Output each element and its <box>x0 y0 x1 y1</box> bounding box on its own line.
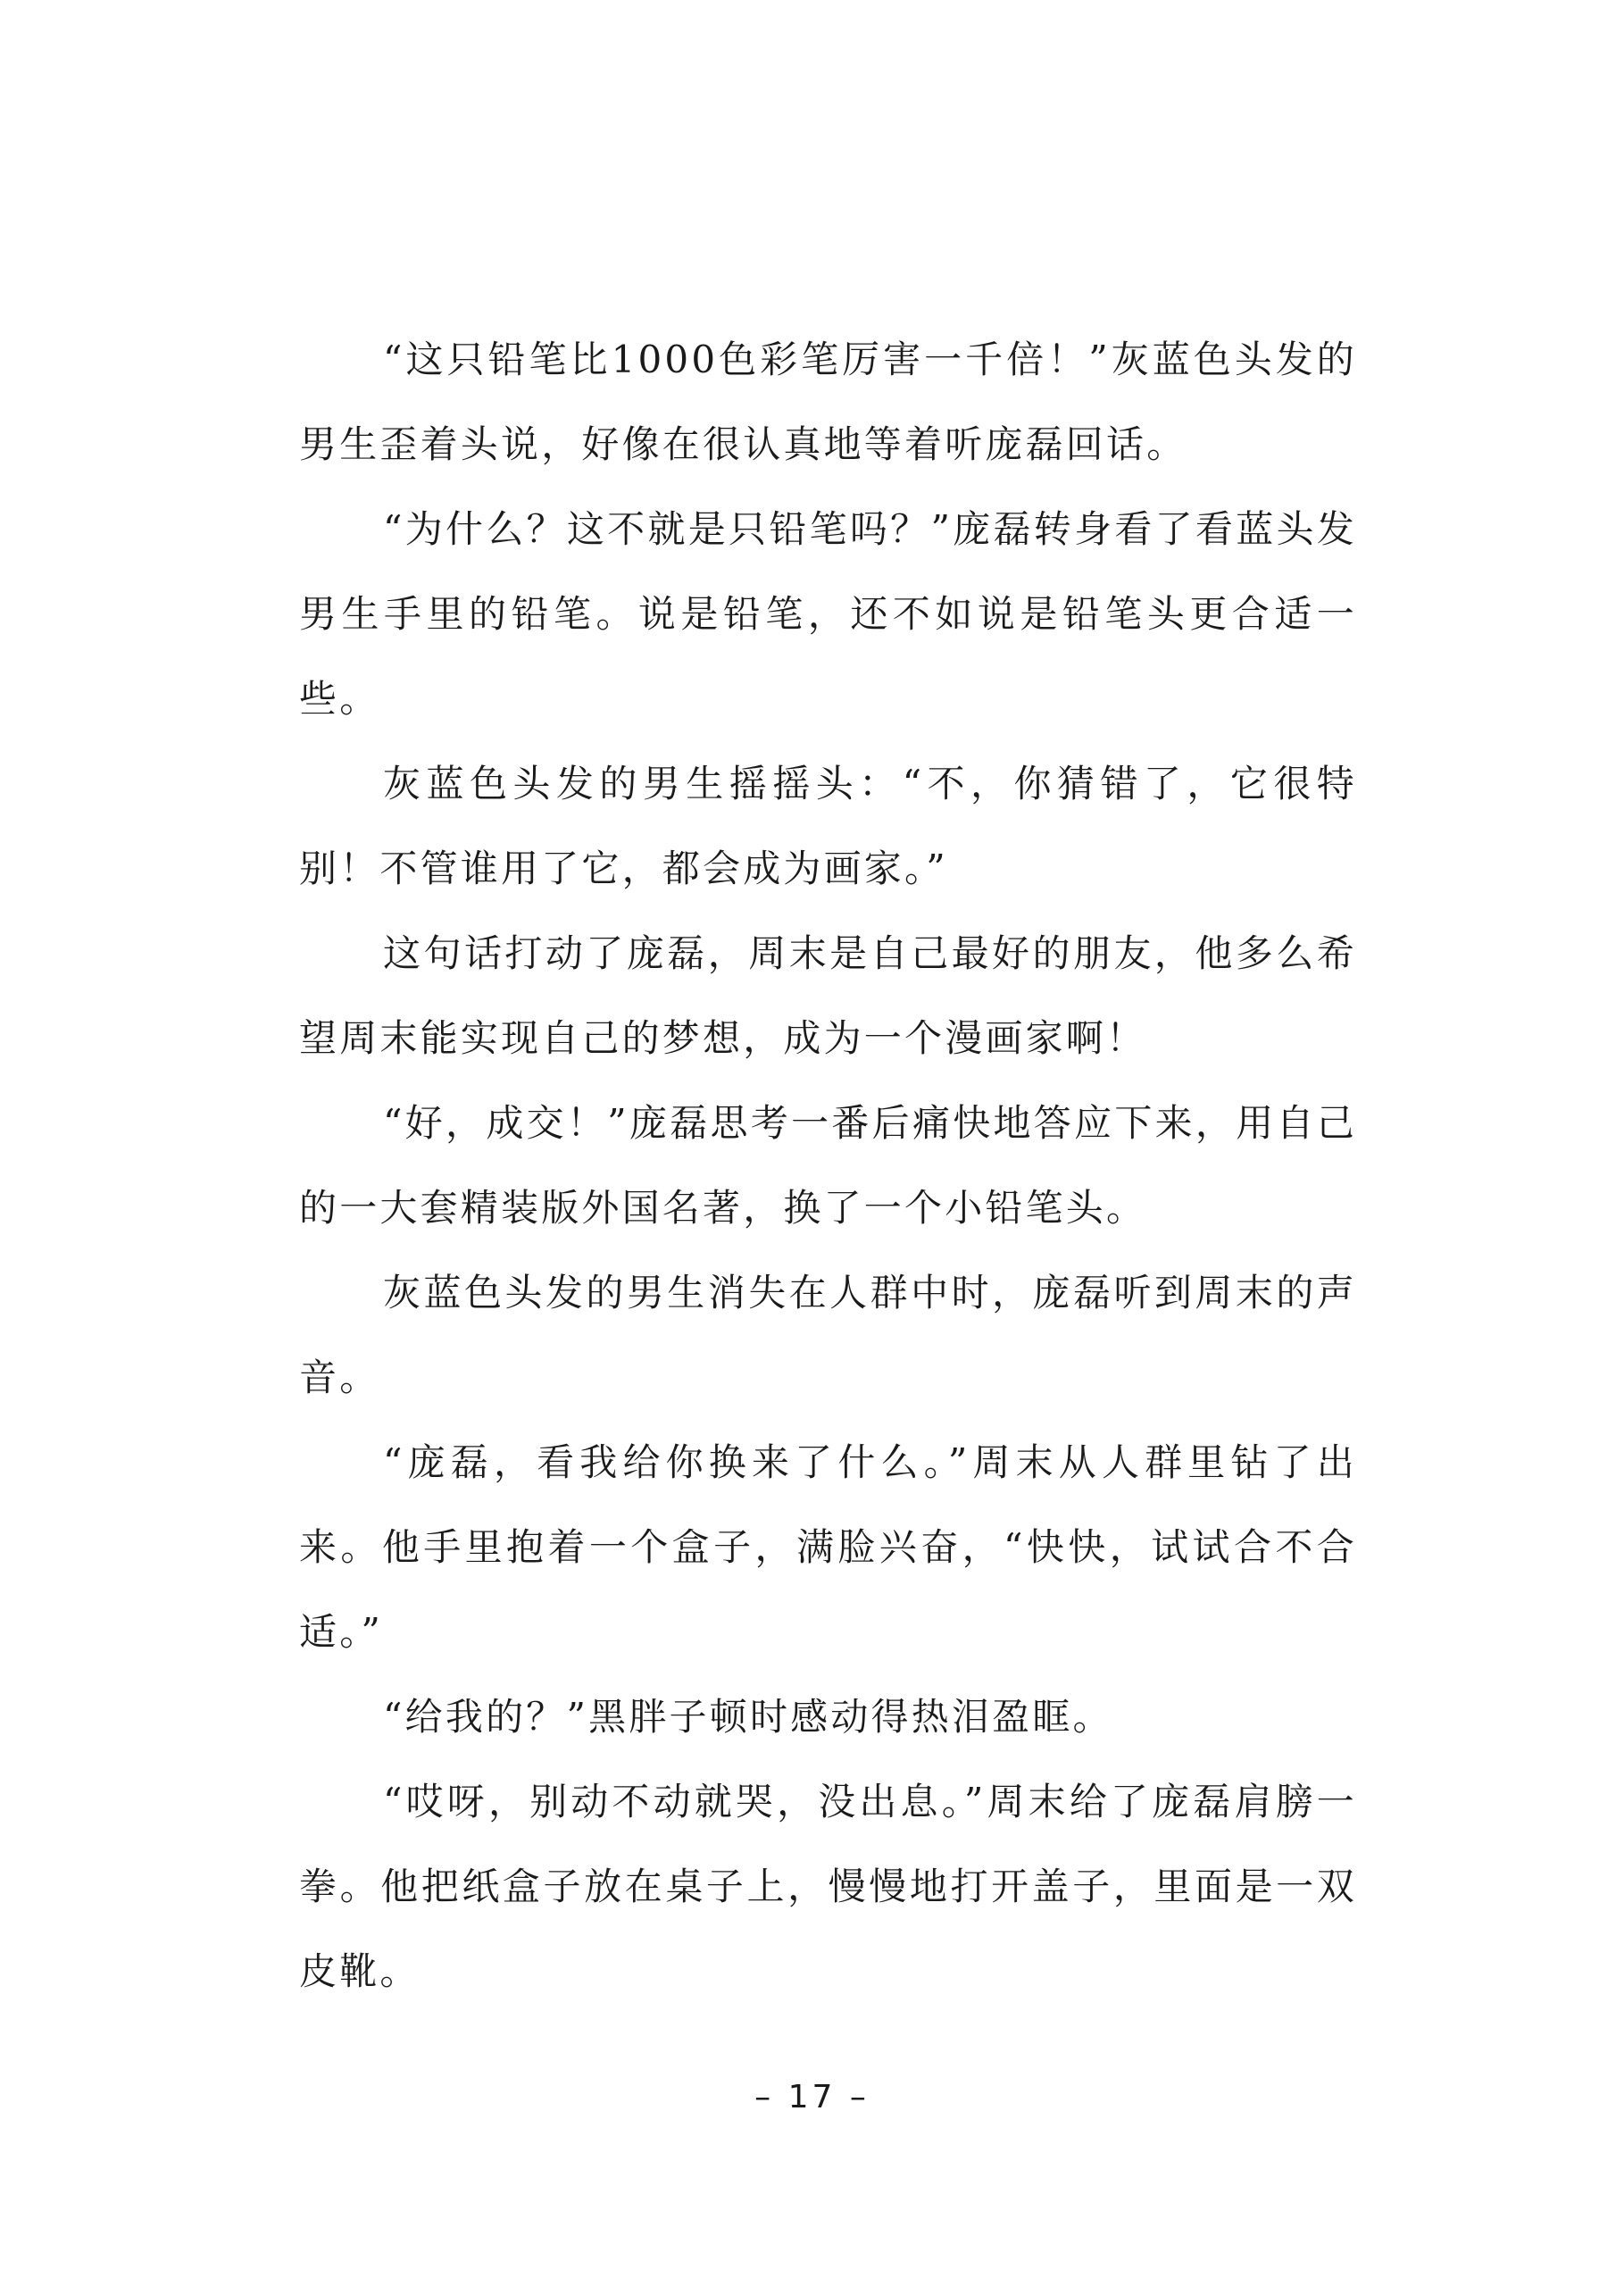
page-number: – 17 – <box>754 2079 870 2115</box>
paragraph-1: “这只铅笔比1000色彩笔厉害一千倍！”灰蓝色头发的男生歪着头说，好像在很认真地等着听庞磊回话。 <box>299 338 1357 466</box>
paragraph-6: 灰蓝色头发的男生消失在人群中时，庞磊听到周末的声音。 <box>299 1271 1357 1399</box>
paragraph-2: “为什么？这不就是只铅笔吗？”庞磊转身看了看蓝头发男生手里的铅笔。说是铅笔，还不如说是铅笔头更合适一些。 <box>299 507 1357 721</box>
paragraph-3: 灰蓝色头发的男生摇摇头：“不，你猜错了，它很特别！不管谁用了它，都会成为画家。” <box>299 762 1357 890</box>
paragraph-9: “哎呀，别动不动就哭，没出息。”周末给了庞磊肩膀一拳。他把纸盒子放在桌子上，慢慢地打开盖子，里面是一双皮靴。 <box>299 1780 1357 1993</box>
paragraph-5: “好，成交！”庞磊思考一番后痛快地答应下来，用自己的一大套精装版外国名著，换了一个小铅笔头。 <box>299 1101 1357 1230</box>
paragraph-7: “庞磊，看我给你换来了什么。”周末从人群里钻了出来。他手里抱着一个盒子，满脸兴奋，“快快，试试合不合适。” <box>299 1440 1357 1654</box>
paragraph-4: 这句话打动了庞磊，周末是自己最好的朋友，他多么希望周末能实现自己的梦想，成为一个漫画家啊！ <box>299 931 1357 1060</box>
paragraph-8: “给我的？”黑胖子顿时感动得热泪盈眶。 <box>383 1695 1113 1739</box>
body-text <box>299 317 1357 2014</box>
